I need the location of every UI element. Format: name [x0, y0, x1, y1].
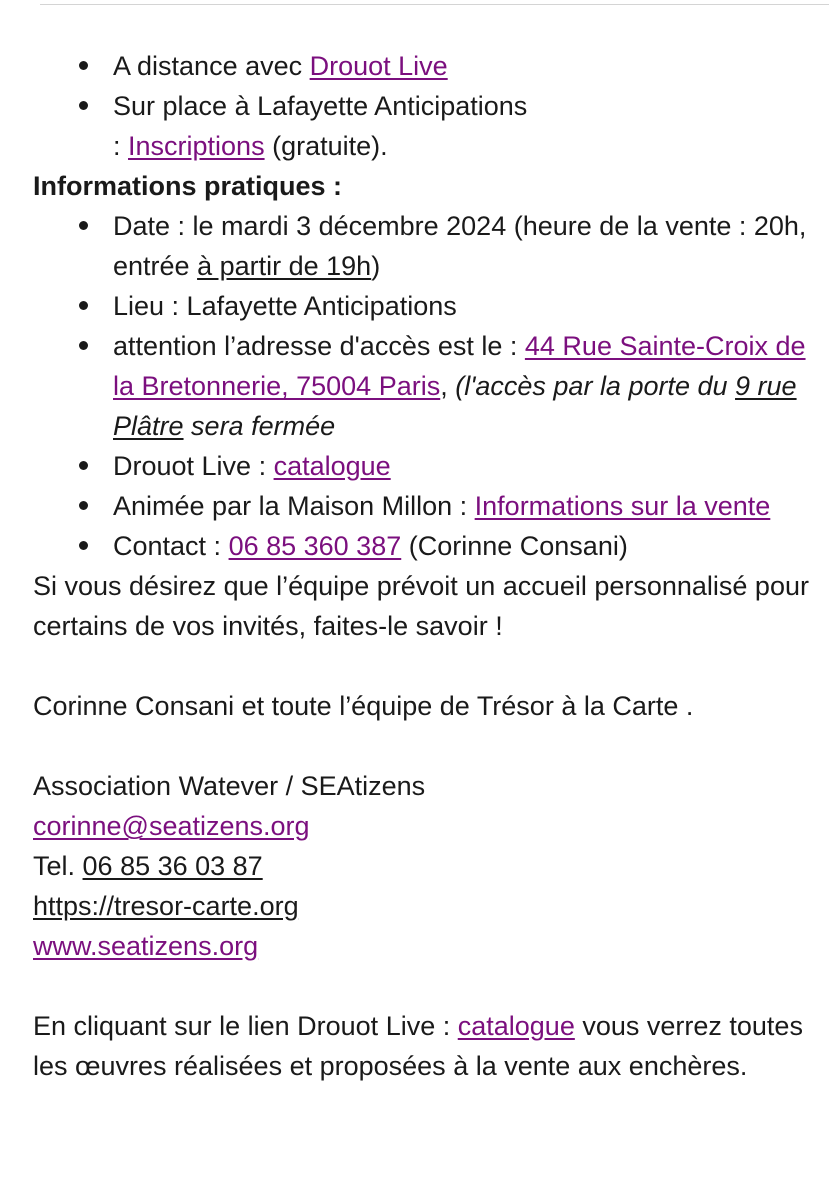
sale-info-link[interactable]: Informations sur la vente [474, 491, 771, 521]
address-link[interactable]: 44 Rue Sainte-Croix de la Bretonnerie, 75004 Paris [113, 331, 806, 401]
address-note-suffix: sera fermée [183, 411, 336, 441]
address-prefix: attention l’adresse d'accès est le : [113, 331, 525, 361]
list-item-date [33, 206, 823, 286]
onsite-suffix: (gratuite). [264, 131, 388, 161]
email-body [33, 46, 823, 1086]
drouot-prefix: Drouot Live : [113, 451, 274, 481]
catalogue-link[interactable]: catalogue [273, 451, 391, 481]
list-item-place [33, 286, 823, 326]
address-note-prefix: (l'accès par la porte du [455, 371, 736, 401]
contact-suffix: (Corinne Consani) [401, 531, 628, 561]
date-suffix: ) [371, 251, 381, 281]
date-text: Date : le mardi 3 décembre 2024 (heure de la vente : 20h, entrée [113, 211, 807, 281]
list-item-contact [33, 526, 823, 566]
spacer [33, 966, 823, 1006]
top-divider [40, 4, 829, 5]
signature-site1-line [33, 886, 823, 926]
list-item-address [33, 326, 823, 446]
signoff: Corinne Consani et toute l’équipe de Trésor à la Carte . [33, 691, 694, 721]
drouot-live-link[interactable]: Drouot Live [309, 51, 448, 81]
email-link[interactable]: corinne@seatizens.org [33, 811, 310, 841]
inscriptions-link[interactable]: Inscriptions [128, 131, 265, 161]
footer-catalogue-link[interactable]: catalogue [457, 1011, 575, 1041]
access-list [33, 46, 823, 166]
footer-paragraph [33, 1006, 823, 1086]
signature-tel-line [33, 846, 823, 886]
tresor-carte-link[interactable]: https://tresor-carte.org [33, 891, 299, 921]
tel-prefix: Tel. [33, 851, 83, 881]
footer-suffix: vous verrez toutes les œuvres réalisées et proposées à la vente aux enchères. [33, 1011, 803, 1081]
millon-prefix: Animée par la Maison Millon : [113, 491, 475, 521]
list-item-drouot [33, 446, 823, 486]
contact-prefix: Contact : [113, 531, 229, 561]
date-time-underlined: à partir de 19h [197, 251, 372, 281]
list-item-remote [33, 46, 823, 86]
signature-site2-line [33, 926, 823, 966]
onsite-sep: : [113, 131, 129, 161]
seatizens-link[interactable]: www.seatizens.org [33, 931, 259, 961]
signature-org: Association Watever / SEAtizens [33, 771, 426, 801]
invite-note: Si vous désirez que l’équipe prévoit un accueil personnalisé pour certains de vos invités, faites-le savoir ! [33, 571, 809, 641]
place-text: Lieu : Lafayette Anticipations [113, 291, 457, 321]
address-sep: , [440, 371, 456, 401]
practical-info-heading: Informations pratiques : [33, 171, 343, 201]
tel-link[interactable]: 06 85 36 03 87 [82, 851, 263, 881]
practical-info-list [33, 206, 823, 566]
address-note-street: 9 rue Plâtre [113, 371, 797, 441]
list-item-millon [33, 486, 823, 526]
list-item-onsite [33, 86, 823, 166]
signature-email-line [33, 806, 823, 846]
spacer [33, 646, 823, 686]
remote-prefix: A distance avec [113, 51, 310, 81]
spacer [33, 726, 823, 766]
contact-phone-link[interactable]: 06 85 360 387 [228, 531, 402, 561]
footer-prefix: En cliquant sur le lien Drouot Live : [33, 1011, 458, 1041]
onsite-text: Sur place à Lafayette Anticipations [113, 91, 528, 121]
